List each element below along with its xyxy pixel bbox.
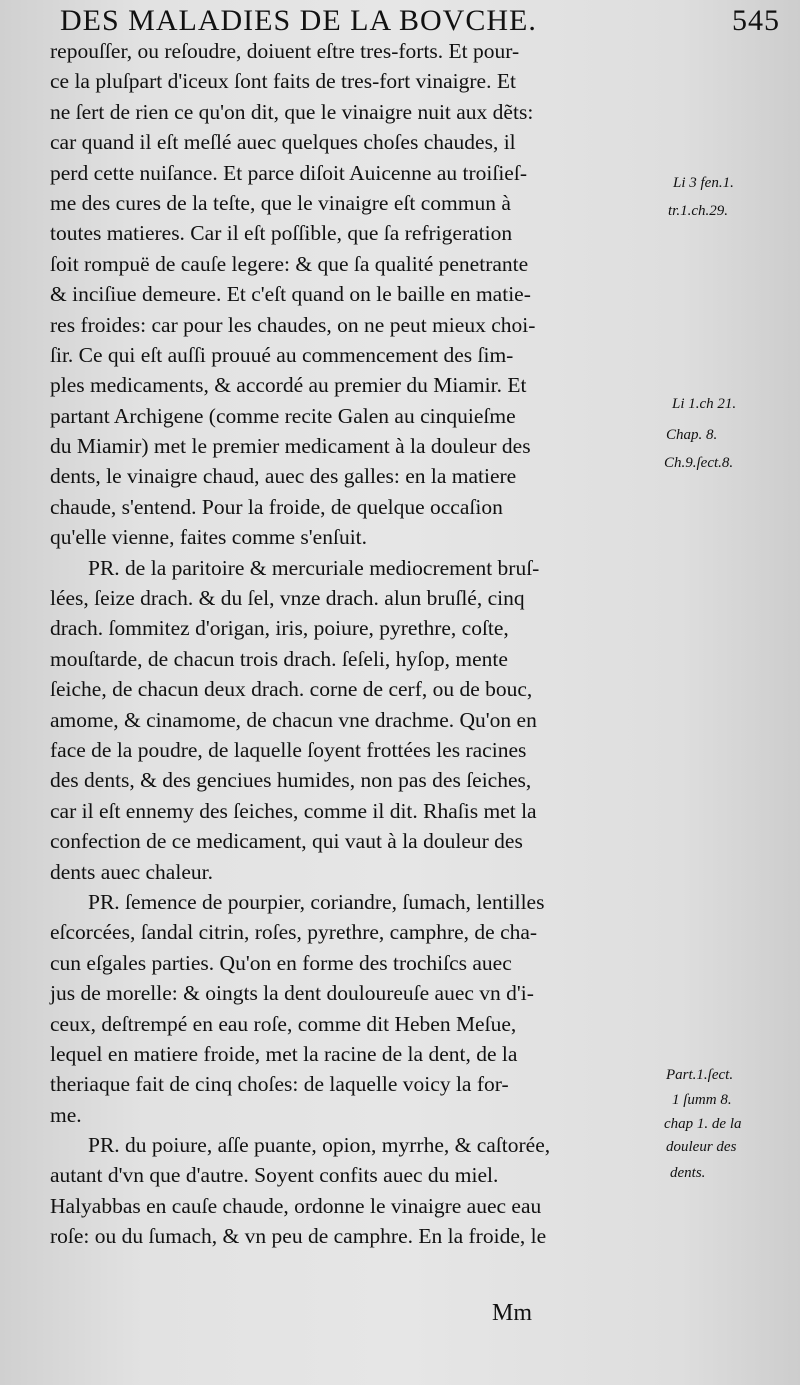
text-line: me.: [50, 1102, 82, 1127]
margin-note: dents.: [670, 1165, 706, 1181]
margin-note: Part.1.ſect.: [666, 1067, 734, 1083]
margin-note: tr.1.ch.29.: [668, 203, 728, 219]
text-line: PR. de la paritoire & mercuriale mediocrement bruſ-: [88, 555, 540, 580]
running-header: [60, 4, 780, 40]
text-line: qu'elle vienne, faites comme s'enſuit.: [50, 525, 368, 550]
text-line: PR. du poiure, aſſe puante, opion, myrrhe, & caſtorée,: [88, 1133, 551, 1158]
text-line: & inciſiue demeure. Et c'eſt quand on le baille en matie-: [50, 282, 531, 307]
text-line: drach. ſommitez d'origan, iris, poiure, pyrethre, coſte,: [50, 616, 509, 641]
text-line: jus de morelle: & oingts la dent douloureuſe auec vn d'i-: [50, 981, 534, 1006]
text-line: du Miamir) met le premier medicament à la douleur des: [50, 434, 531, 459]
margin-note: Ch.9.ſect.8.: [664, 455, 734, 471]
margin-note: Chap. 8.: [666, 427, 718, 443]
text-line: ſoit rompuë de cauſe legere: & que ſa qualité penetrante: [50, 251, 529, 276]
text-line: car quand il eſt meſlé auec quelques choſes chaudes, il: [50, 130, 516, 155]
text-line: cun eſgales parties. Qu'on en forme des trochiſcs auec: [50, 950, 512, 975]
text-line: ples medicaments, & accordé au premier du Miamir. Et: [50, 373, 527, 398]
text-line: ceux, deſtrempé en eau roſe, comme dit Heben Meſue,: [50, 1011, 517, 1036]
text-line: eſcorcées, ſandal citrin, roſes, pyrethre, camphre, de cha-: [50, 920, 538, 945]
text-line: des dents, & des genciues humides, non pas des ſeiches,: [50, 768, 532, 793]
text-line: autant d'vn que d'autre. Soyent confits auec du miel.: [50, 1163, 499, 1188]
catchword: Mm: [492, 1300, 533, 1326]
text-line: dents auec chaleur.: [50, 859, 213, 884]
text-line: Halyabbas en cauſe chaude, ordonne le vinaigre auec eau: [50, 1193, 542, 1218]
text-line: ce la pluſpart d'iceux ſont faits de tres-fort vinaigre. Et: [50, 69, 516, 94]
margin-note: douleur des: [666, 1139, 737, 1155]
page-number: 545: [732, 4, 780, 37]
text-line: res froides: car pour les chaudes, on ne peut mieux choi-: [50, 312, 536, 337]
text-line: repouſſer, ou reſoudre, doiuent eſtre tres-forts. Et pour-: [50, 39, 520, 63]
text-line: perd cette nuiſance. Et parce diſoit Auicenne au troiſieſ-: [50, 160, 527, 185]
text-line: toutes matieres. Car il eſt poſſible, que ſa refrigeration: [50, 221, 513, 246]
text-line: lequel en matiere froide, met la racine de la dent, de la: [50, 1041, 518, 1066]
text-line: confection de ce medicament, qui vaut à la douleur des: [50, 829, 523, 854]
text-line: theriaque fait de cinq choſes: de laquelle voicy la for-: [50, 1072, 509, 1097]
text-line: face de la poudre, de laquelle ſoyent frottées les racines: [50, 737, 527, 762]
text-line: chaude, s'entend. Pour la froide, de quelque occaſion: [50, 494, 503, 519]
text-line: me des cures de la teſte, que le vinaigre eſt commun à: [50, 190, 511, 215]
text-line: ne ſert de rien ce qu'on dit, que le vinaigre nuit aux dẽts:: [50, 99, 534, 124]
text-line: car il eſt ennemy des ſeiches, comme il dit. Rhaſis met la: [50, 798, 537, 823]
margin-note: Li 1.ch 21.: [672, 396, 737, 412]
text-line: amome, & cinamome, de chacun vne drachme. Qu'on en: [50, 707, 537, 732]
margin-note: Li 3 fen.1.: [673, 175, 734, 191]
margin-note: 1 ſumm 8.: [672, 1092, 732, 1108]
text-line: PR. ſemence de pourpier, coriandre, ſumach, lentilles: [88, 889, 545, 914]
text-line: partant Archigene (comme recite Galen au cinquieſme: [50, 403, 516, 428]
text-line: roſe: ou du ſumach, & vn peu de camphre. En la froide, le: [50, 1224, 547, 1249]
text-line: ſeiche, de chacun deux drach. corne de cerf, ou de bouc,: [50, 677, 533, 702]
text-line: mouſtarde, de chacun trois drach. ſeſeli, hyſop, mente: [50, 646, 508, 671]
margin-note: chap 1. de la: [664, 1116, 742, 1132]
text-line: lées, ſeize drach. & du ſel, vnze drach. alun bruſlé, cinq: [50, 586, 525, 611]
text-line: dents, le vinaigre chaud, auec des galles: en la matiere: [50, 464, 517, 489]
running-title: DES MALADIES DE LA BOVCHE.: [60, 4, 537, 37]
text-line: ſir. Ce qui eſt auſſi prouué au commencement des ſim-: [50, 342, 514, 367]
body-text: [50, 36, 665, 1252]
